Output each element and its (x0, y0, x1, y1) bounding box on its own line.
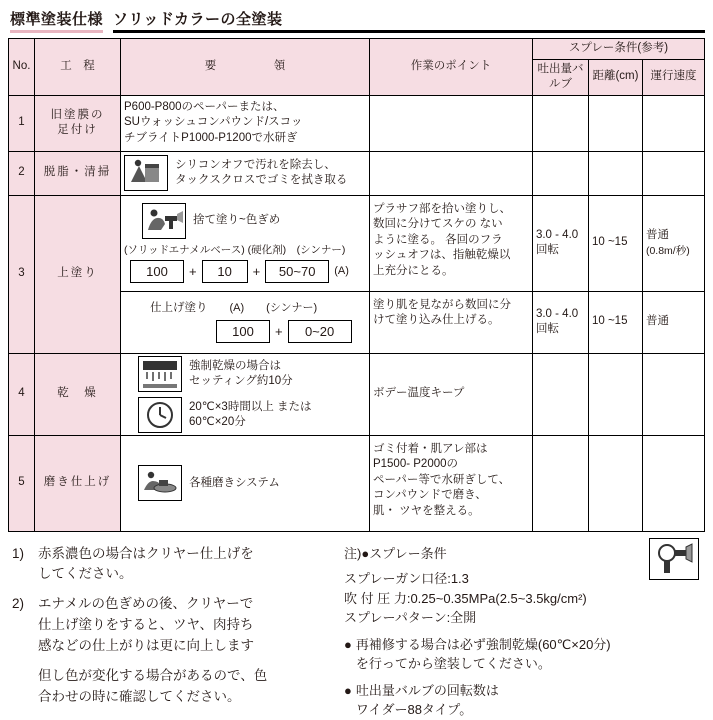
row-valve (532, 95, 588, 151)
work-point-line: コンパウンドで磨き、 (372, 489, 487, 502)
mix-thinner-value: 0~20 (288, 320, 352, 344)
bullet-body (356, 635, 611, 674)
row-speed: 普通 (642, 291, 704, 353)
spray-line: 吹 付 圧 力:0.25~0.35MPa(2.5~3.5kg/cm²) (344, 590, 587, 606)
clock-icon (138, 397, 182, 433)
row-valve (532, 435, 588, 531)
mix-op: + (275, 323, 283, 339)
row-work-point (369, 195, 532, 291)
row-no: 4 (9, 353, 35, 435)
work-point-line: 上充分にとる。 (372, 264, 454, 277)
footer-notes (8, 544, 705, 720)
mix-caption-a: (A) (229, 302, 245, 315)
bullet-mark: ● (344, 636, 352, 652)
row-speed (642, 435, 704, 531)
row-no: 2 (9, 151, 35, 195)
mix-suffix: (A) (334, 265, 349, 278)
bullet-body (356, 681, 499, 720)
note-line: 合わせの時に確認してください。 (38, 689, 241, 705)
process-line-2: 足付け (57, 124, 98, 137)
valve-line-2: 回転 (535, 244, 559, 257)
header-distance: 距離(cm) (588, 59, 642, 95)
point-text (189, 400, 312, 430)
valve-line-1: 3.0 - 4.0 (535, 228, 579, 241)
work-point-line: けて塗り込み仕上げる。 (372, 314, 500, 327)
valve-line-1: 3.0 - 4.0 (535, 307, 579, 320)
spray-line: スプレーパターン:全開 (344, 610, 477, 626)
note-line: 仕上げ塗りをすると、ツヤ、肉持ち (38, 617, 254, 633)
row-process: 乾 燥 (35, 353, 121, 435)
note-body (38, 666, 330, 708)
polisher-icon (138, 465, 182, 501)
spray-gun-icon (142, 203, 186, 239)
row-speed (642, 95, 704, 151)
row-point (121, 353, 370, 435)
row-valve (532, 151, 588, 195)
mix-caption: (ソリッドエナメルベース) (硬化剤) (シンナー) (124, 243, 346, 256)
row-distance: 10 ~15 (588, 291, 642, 353)
spray-line: スプレーガン口径:1.3 (344, 571, 469, 587)
row-valve (532, 291, 588, 353)
row-point (121, 151, 370, 195)
row-work-point (369, 291, 532, 353)
row-point (121, 291, 370, 353)
note-number (12, 666, 34, 708)
table-row (9, 151, 705, 195)
forced-dry-icon (138, 356, 182, 392)
point-line: 60℃×20分 (189, 415, 246, 428)
row-distance (588, 151, 642, 195)
title-badge: 標準塗装仕様 (10, 8, 103, 33)
row-valve (532, 353, 588, 435)
notes-right-column (344, 544, 701, 720)
mix-hardener-value: 10 (202, 260, 248, 284)
work-point-line: 肌・ ツヤを整える。 (372, 504, 480, 517)
speed-line-1: 普通 (645, 229, 669, 242)
row-point (121, 435, 370, 531)
bullet-line: 吐出量バルブの回転数は (355, 682, 499, 698)
row-work-point: ボデー温度キープ (369, 353, 532, 435)
note-item (12, 544, 330, 586)
point-line: P600-P800のペーパーまたは、 (124, 100, 285, 113)
mix-ratio-row (216, 320, 366, 344)
bullet-mark: ● (344, 682, 352, 698)
mix-thinner-value: 50~70 (265, 260, 329, 284)
row-work-point (369, 435, 532, 531)
work-point-line: P1500- P2000の (372, 458, 459, 471)
row-distance (588, 435, 642, 531)
work-point-line: ように塗る。 各回のフラ (372, 233, 503, 246)
point-line: チブライトP1000-P1200で水研ぎ (124, 131, 298, 144)
row-distance: 10 ~15 (588, 195, 642, 291)
mix-base-value: 100 (216, 320, 270, 344)
point-label: 仕上げ塗り (150, 302, 208, 315)
row-speed (642, 353, 704, 435)
row-distance (588, 353, 642, 435)
row-work-point (369, 151, 532, 195)
row-process: 上塗り (35, 195, 121, 353)
point-text: 各種磨きシステム (189, 476, 280, 489)
spec-table (8, 38, 705, 532)
bullet-item (344, 681, 701, 720)
note-line: 但し色が変化する場合があるので、色 (38, 668, 268, 684)
bullet-line: 再補修する場合は必ず強制乾燥(60℃×20分) (355, 636, 611, 652)
header-point-main: 要 領 (121, 39, 370, 96)
note-number: 1) (12, 545, 25, 561)
header-spray-group: スプレー条件(参考) (532, 39, 704, 60)
bullet-line: ワイダー88タイプ。 (355, 702, 473, 718)
valve-line-2: 回転 (535, 323, 559, 336)
notes-left-column (12, 544, 330, 720)
row-speed (642, 151, 704, 195)
note-line: 感などの仕上がりは更に向上します (38, 638, 254, 654)
row-distance (588, 95, 642, 151)
work-point-line: 数回に分けてスケの ない (372, 218, 503, 231)
note-item (12, 666, 330, 708)
header-valve: 吐出量バルブ (532, 59, 588, 95)
work-point-line: ペーパー等で水研ぎして、 (372, 473, 511, 486)
row-process: 磨き仕上げ (35, 435, 121, 531)
page-title (8, 6, 705, 38)
header-speed: 運行速度 (642, 59, 704, 95)
header-no: No. (9, 39, 35, 96)
title-main: ソリッドカラーの全塗装 (113, 8, 705, 33)
bullet-line: を行ってから塗装してください。 (355, 656, 551, 672)
table-header-top (9, 39, 705, 60)
cloth-wipe-icon (124, 155, 168, 191)
spray-condition-heading: 注)●スプレー条件 (344, 545, 447, 561)
note-number: 2) (12, 596, 25, 612)
row-no: 5 (9, 435, 35, 531)
row-work-point (369, 95, 532, 151)
table-row (9, 195, 705, 291)
row-process (35, 95, 121, 151)
point-label: 捨て塗り~色ぎめ (193, 214, 281, 227)
point-line: セッティング約10分 (189, 374, 293, 387)
mix-base-value: 100 (130, 260, 184, 284)
work-point-line: 塗り肌を見ながら数回に分 (372, 298, 511, 311)
row-point (121, 95, 370, 151)
note-line: 赤系濃色の場合はクリヤー仕上げを (38, 545, 254, 561)
point-text (189, 359, 293, 389)
point-line: SUウォッシュコンパウンド/スコッ (124, 116, 303, 129)
table-row (9, 95, 705, 151)
mix-ratio-row (130, 260, 366, 284)
row-valve (532, 195, 588, 291)
note-body (38, 594, 330, 657)
table-row (9, 353, 705, 435)
table-row (9, 435, 705, 531)
note-item (12, 594, 330, 657)
process-line-1: 旧塗膜の (50, 108, 105, 121)
note-body (38, 544, 330, 586)
header-process: 工 程 (35, 39, 121, 96)
point-line: タックスクロスでゴミを拭き取る (175, 174, 348, 187)
spray-gun-icon (649, 538, 699, 580)
header-work-point: 作業のポイント (369, 39, 532, 96)
row-no: 1 (9, 95, 35, 151)
point-line: シリコンオフで汚れを除去し、 (175, 159, 336, 172)
row-process: 脱脂・清掃 (35, 151, 121, 195)
point-line: 20℃×3時間以上 または (189, 400, 312, 413)
row-no: 3 (9, 195, 35, 353)
work-point-line: ッシュオフは、指触乾燥以 (372, 249, 511, 262)
row-speed (642, 195, 704, 291)
point-line: 強制乾燥の場合は (189, 359, 281, 372)
mix-caption-b: (シンナー) (266, 302, 318, 315)
note-line: エナメルの色ぎめの後、クリヤーで (38, 596, 254, 612)
work-point-line: プラサフ部を拾い塗りし、 (372, 202, 511, 215)
work-point-line: ゴミ付着・肌アレ部は (372, 442, 488, 455)
note-line: してください。 (38, 566, 133, 582)
row-point (121, 195, 370, 291)
mix-op: + (252, 263, 261, 279)
speed-line-2: (0.8m/秒) (645, 244, 690, 257)
point-text (175, 158, 347, 188)
mix-op: + (189, 263, 197, 279)
bullet-item (344, 635, 701, 674)
